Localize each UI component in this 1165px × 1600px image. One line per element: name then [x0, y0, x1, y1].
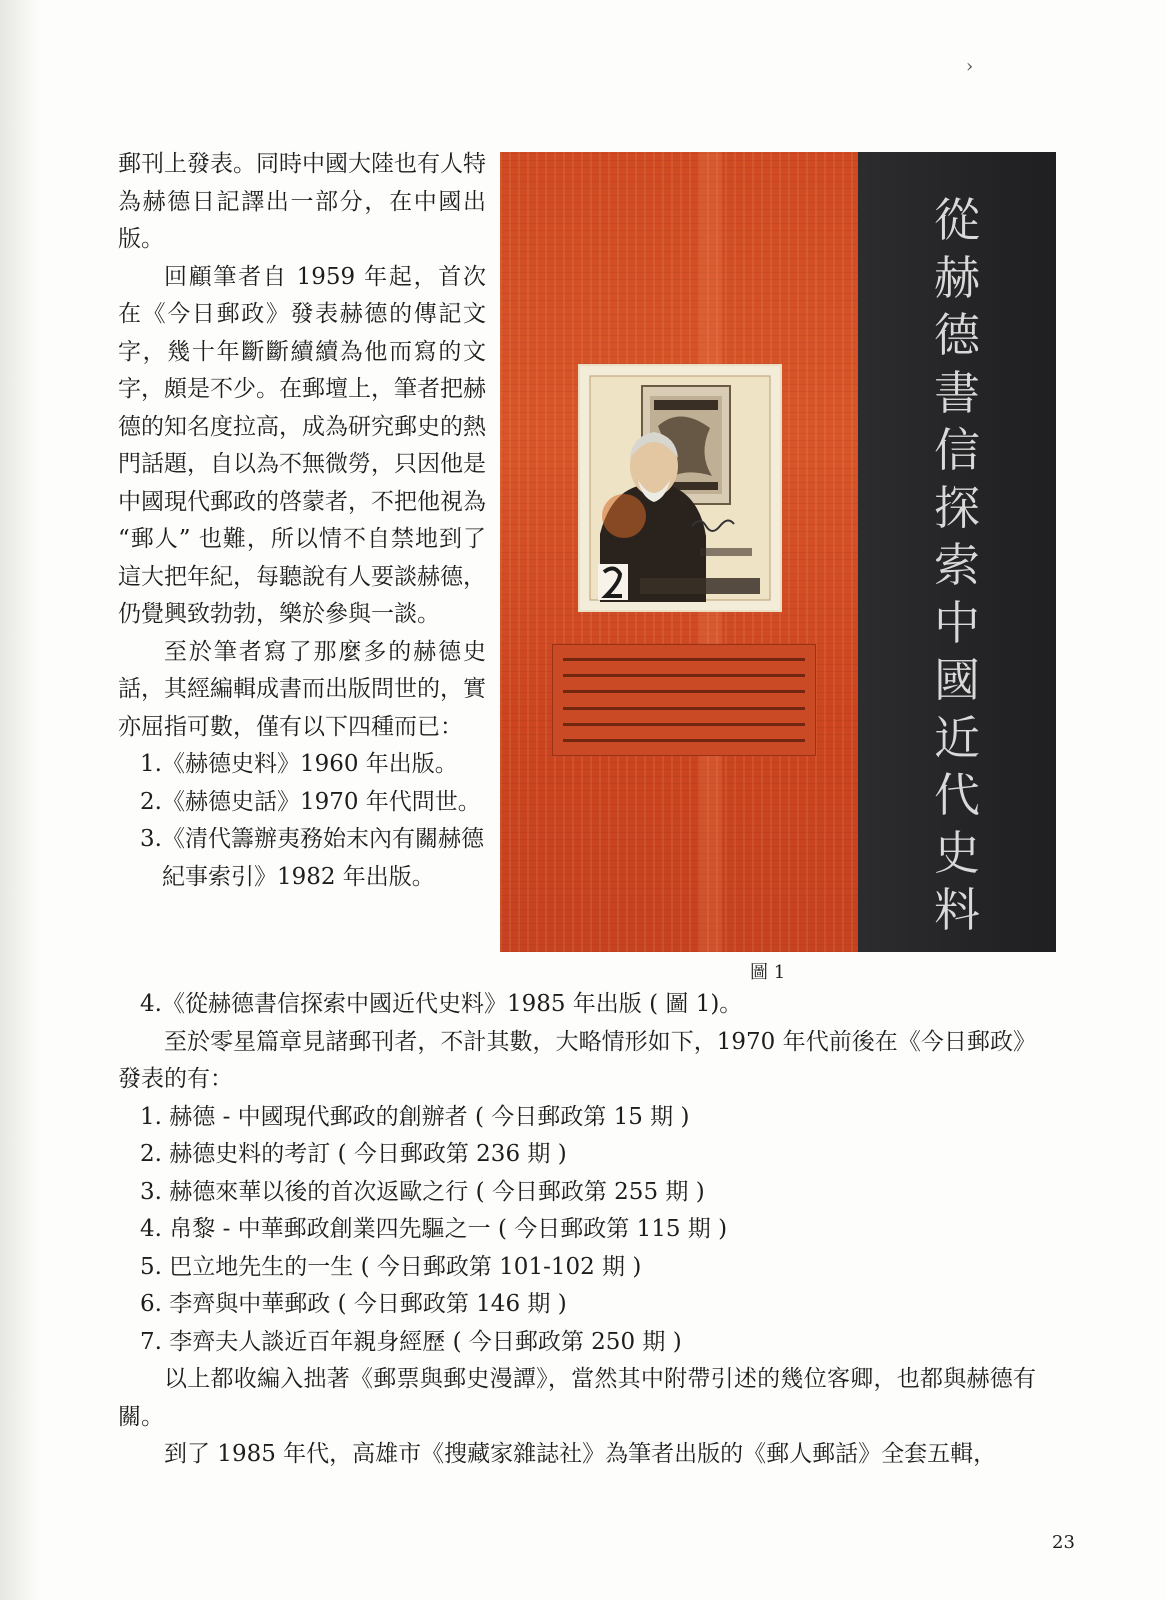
scan-mark: › [966, 56, 974, 77]
title-char: 料 [934, 883, 980, 937]
article-list [140, 1099, 1036, 1362]
paragraph-6: 到了 1985 年代，高雄市《搜藏家雜誌社》為筆者出版的《郵人郵話》全套五輯， [164, 1441, 997, 1467]
caption-line [563, 690, 805, 693]
article-text: 赫德史料的考訂 ( 今日郵政第 236 期 ) [169, 1141, 567, 1167]
article-number: 4. [140, 1216, 170, 1242]
cover-dark-panel [858, 152, 1056, 952]
stamp-dates-bar [700, 548, 752, 556]
article-number: 5. [140, 1253, 170, 1280]
book-number: 3. [140, 826, 162, 852]
title-char: 近 [934, 710, 980, 765]
article-number: 6. [140, 1291, 170, 1317]
book-text: 《赫德史話》1970 年代問世。 [161, 788, 481, 815]
scan-gutter-shadow [0, 0, 40, 1600]
paragraph-4: 至於零星篇章見諸郵刊者，不計其數，大略情形如下，1970 年代前後在《今日郵政》發表的有： [118, 1028, 1036, 1092]
article-text: 李齊夫人談近百年親身經歷 ( 今日郵政第 250 期 ) [169, 1328, 682, 1355]
book-cover-figure [500, 152, 1056, 952]
title-char: 赫 [934, 250, 980, 305]
article-number: 3. [140, 1178, 170, 1205]
article-list-item [140, 1249, 1036, 1287]
article-list-item [140, 1286, 1036, 1324]
title-char: 從 [934, 193, 980, 247]
full-width-text [118, 986, 1036, 1474]
book-text: 《從赫德書信探索中國近代史料》1985 年出版 ( 圖 1)。 [161, 991, 743, 1017]
article-list-item [140, 1136, 1036, 1174]
article-number: 7. [140, 1328, 170, 1355]
caption-line [563, 723, 805, 726]
title-char: 書 [934, 365, 980, 420]
book-list-item-4 [140, 986, 1036, 1024]
book-list-item [140, 784, 486, 822]
paragraph-1: 郵刊上發表。同時中國大陸也有人特為赫德日記譯出一部分，在中國出版。 [118, 151, 486, 252]
book-number: 4. [140, 991, 162, 1017]
article-text: 巴立地先生的一生 ( 今日郵政第 101-102 期 ) [169, 1253, 642, 1280]
cover-caption-block [552, 644, 816, 756]
book-list-item [140, 821, 486, 896]
book-list-item [140, 746, 486, 784]
article-list-item [140, 1324, 1036, 1362]
title-char: 信 [934, 423, 980, 477]
title-char: 索 [934, 538, 980, 592]
page-number: 23 [1052, 1532, 1075, 1553]
title-char: 代 [934, 768, 980, 822]
paragraph-5: 以上都收編入拙著《郵票與郵史漫譚》，當然其中附帶引述的幾位客卿，也都與赫德有關。 [118, 1366, 1036, 1430]
book-text: 《清代籌辦夷務始末內有關赫德紀事索引》1982 年出版。 [161, 826, 484, 890]
caption-line [563, 739, 805, 742]
stamp-illustration [580, 366, 780, 610]
article-list-item [140, 1211, 1036, 1249]
title-char: 中 [934, 595, 980, 650]
book-number: 1. [140, 751, 162, 777]
caption-line [563, 658, 805, 661]
caption-line [563, 707, 805, 710]
article-list-item [140, 1099, 1036, 1137]
orange-accent [602, 494, 646, 538]
title-char: 國 [934, 653, 980, 707]
cover-vertical-title [858, 192, 1056, 940]
figure-label: 圖 1 [750, 962, 786, 983]
left-text-column [118, 146, 486, 896]
book-list [140, 746, 486, 896]
book-text: 《赫德史料》1960 年出版。 [161, 751, 458, 777]
title-char: 德 [934, 308, 980, 362]
paragraph-3: 至於筆者寫了那麼多的赫德史話，其經編輯成書而出版問世的，實亦屈指可數，僅有以下四種而已： [118, 638, 486, 740]
stamp-bottom-inscription [640, 578, 760, 594]
paragraph-2: 回顧筆者自 1959 年起，首次在《今日郵政》發表赫德的傳記文字，幾十年斷斷續續為他而寫的文字，頗是不少。在郵壇上，筆者把赫德的知名度拉高，成為研究郵史的熱門話題，自以為不無微勞，只因他是中國現代郵政的啓蒙者，不把他視為 “郵人” 也難，所以情不自禁地到了這大把年紀，每聽說有人要談赫德，仍覺興致勃勃，樂於參與一談。 [118, 263, 486, 627]
article-text: 赫德來華以後的首次返歐之行 ( 今日郵政第 255 期 ) [169, 1178, 705, 1205]
stamp-inset-topbar [654, 400, 718, 410]
article-text: 赫德 - 中國現代郵政的創辦者 ( 今日郵政第 15 期 ) [169, 1103, 690, 1130]
title-char: 探 [934, 480, 980, 535]
article-text: 帛黎 - 中華郵政創業四先驅之一 ( 今日郵政第 115 期 ) [169, 1216, 728, 1242]
article-number: 1. [140, 1103, 170, 1130]
caption-line [563, 674, 805, 677]
stamp-image [580, 366, 780, 610]
title-char: 史 [934, 825, 980, 880]
article-list-item [140, 1174, 1036, 1212]
book-number: 2. [140, 788, 162, 815]
article-number: 2. [140, 1141, 170, 1167]
article-text: 李齊與中華郵政 ( 今日郵政第 146 期 ) [169, 1291, 567, 1317]
